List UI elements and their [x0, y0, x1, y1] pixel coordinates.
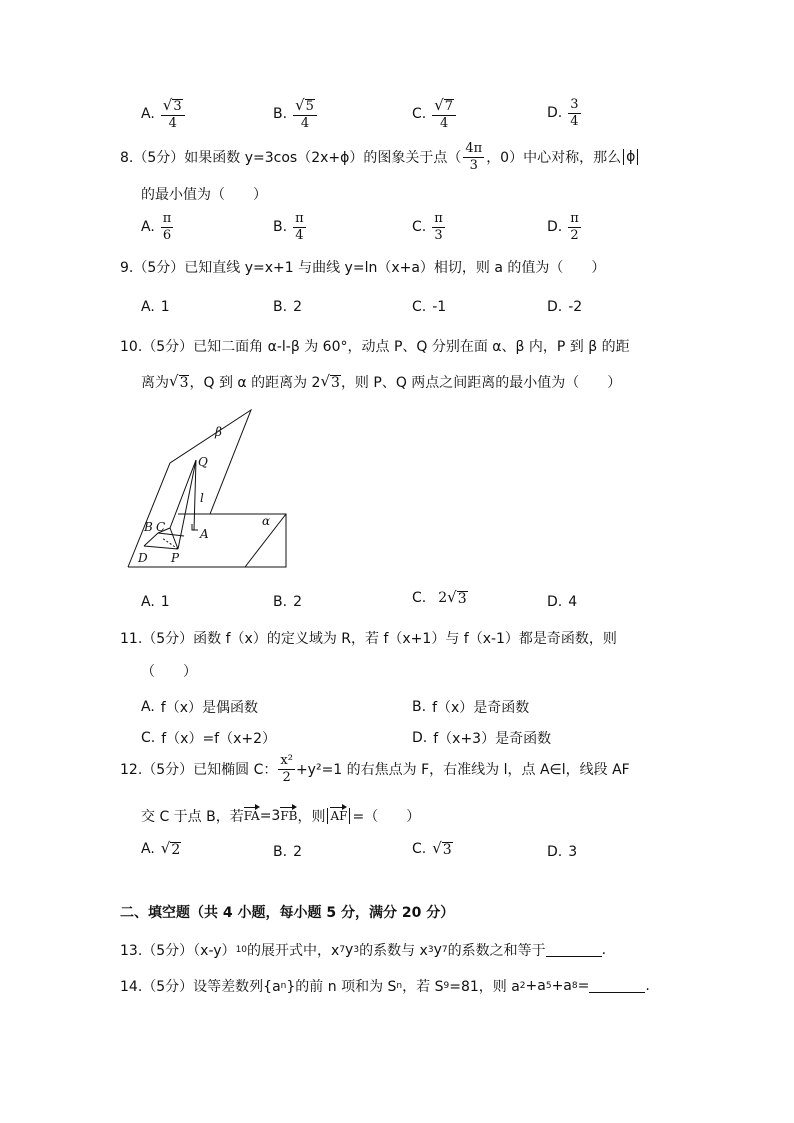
q12-option-b: B. 2: [273, 844, 302, 860]
q7-option-a: [141, 98, 185, 130]
q10-option-d: D. 4: [547, 594, 578, 610]
q7-option-c: [412, 98, 456, 130]
option-letter: C.: [412, 106, 427, 123]
label-Q: Q: [198, 455, 208, 469]
q12-option-a: A. √ 2: [141, 839, 181, 858]
fraction: $\frac{\pi}{6}$: [162, 211, 172, 243]
sqrt: √ 3: [320, 371, 340, 391]
q7-option-d: [547, 98, 581, 128]
q9-option-c: C. -1: [412, 299, 447, 315]
q12-stem-line2: 交 C 于点 B，若 FA =3 FB ，则 AF =（ ）: [141, 808, 421, 825]
sqrt: √ 3: [169, 371, 189, 391]
q9-option-b: B. 2: [273, 299, 302, 315]
fraction: √ 7 4: [432, 98, 456, 130]
q13-stem: 13.（5分）（x-y） 10 的展开式中，x 7 y 3 的系数与 x 3 y 7 的系数之和等于 .: [120, 942, 607, 959]
segment-QC: [170, 460, 196, 528]
q8-stem-line1: 8.（5分）如果函数 y=3cos（2x+ϕ）的图象关于点（ $\frac{4\pi}{3}$ ，0）中心对称，那么 ϕ: [120, 142, 640, 172]
segment-DB: [144, 533, 158, 546]
q10-stem-line1: 10.（5分）已知二面角 α-l-β 为 60°，动点 P、Q 分别在面 α、β 内，P 到 β 的距: [120, 339, 630, 355]
q11-option-c: C. f（x）=f（x+2）: [141, 730, 277, 747]
label-l: l: [200, 491, 204, 505]
label-C: C: [156, 520, 166, 534]
vector-FB: FB: [280, 809, 298, 823]
q11-stem-line2: （ ）: [141, 664, 197, 680]
abs-bar: [637, 149, 638, 165]
abs-bar: [327, 808, 328, 824]
segment-DP: [144, 546, 178, 549]
q7-option-b: [273, 98, 317, 130]
dihedral-angle-figure: [118, 408, 298, 572]
q12-option-d: D. 3: [547, 844, 578, 860]
q10-option-b: B. 2: [273, 594, 302, 610]
q12-option-c: C. √ 3: [412, 839, 452, 858]
label-P: P: [171, 551, 180, 565]
q8-option-a: A. $\frac{\pi}{6}$: [141, 211, 172, 243]
vector-FA: FA: [243, 809, 260, 823]
vector-AF: AF: [330, 809, 348, 823]
q9-option-d: D. -2: [547, 299, 583, 315]
label-beta: β: [215, 425, 222, 439]
sqrt: √ 3: [447, 588, 467, 607]
option-letter: A.: [141, 106, 155, 123]
q14-stem: 14.（5分）设等差数列{a n }的前 n 项和为 S n ，若 S 9 =81，则 a 2 +a 5 +a 8 = .: [120, 978, 650, 995]
q12-stem-line1: 12.（5分）已知椭圆 C： $\frac{\text{x²}}{2}$ +y²=1 的右焦点为 F，右准线为 l，点 A∈l，线段 AF: [120, 753, 630, 785]
label-alpha: α: [262, 514, 271, 528]
q8-option-b: B. $\frac{\pi}{4}$: [273, 211, 304, 243]
abs-bar: [623, 149, 624, 165]
q10-stem-line2: 离为 √ 3 ，Q 到 α 的距离为 2 √ 3 ，则 P、Q 两点之间距离的最小值为（ ）: [141, 371, 622, 391]
sqrt: √ 2: [160, 839, 181, 858]
abs-bar: [349, 808, 350, 824]
fraction: $\frac{\pi}{4}$: [295, 211, 304, 243]
fraction: √ 3 4: [161, 98, 185, 130]
answer-blank[interactable]: [589, 980, 645, 993]
q10-option-c: C. 2 √ 3: [412, 588, 467, 607]
fraction: $\frac{\text{x²}}{2}$: [280, 753, 293, 785]
fraction: $\frac{\pi}{2}$: [570, 211, 579, 243]
fraction: $\frac{4\pi}{3}$: [465, 141, 483, 173]
q8-option-c: C. $\frac{\pi}{3}$: [412, 211, 443, 243]
label-D: D: [138, 551, 148, 565]
q10-option-a: A. 1: [141, 594, 170, 610]
right-angle-mark: [192, 524, 198, 530]
q9-stem: 9.（5分）已知直线 y=x+1 与曲线 y=ln（x+a）相切，则 a 的值为（ ）: [120, 260, 606, 276]
fraction: $\frac{3}{4}$: [570, 97, 579, 129]
option-letter: B.: [273, 106, 288, 123]
label-B: B: [144, 520, 153, 534]
q9-option-a: A. 1: [141, 299, 170, 315]
q8-option-d: D. $\frac{\pi}{2}$: [547, 211, 579, 243]
q11-option-b: B. f（x）是奇函数: [412, 699, 530, 716]
q11-stem-line1: 11.（5分）函数 f（x）的定义域为 R，若 f（x+1）与 f（x-1）都是奇函数，则: [120, 631, 617, 647]
q11-option-d: D. f（x+3）是奇函数: [412, 730, 552, 747]
label-A: A: [200, 527, 209, 541]
answer-blank[interactable]: [546, 944, 602, 957]
q11-option-a: A. f（x）是偶函数: [141, 699, 258, 716]
option-letter: D.: [547, 105, 563, 122]
q8-stem-line2: 的最小值为（ ）: [141, 187, 267, 203]
fraction: $\frac{\pi}{3}$: [434, 211, 443, 243]
section-heading: 二、填空题（共 4 小题，每小题 5 分，满分 20 分）: [120, 905, 455, 921]
fraction: √ 5 4: [293, 98, 317, 130]
sqrt: √ 3: [432, 839, 452, 858]
